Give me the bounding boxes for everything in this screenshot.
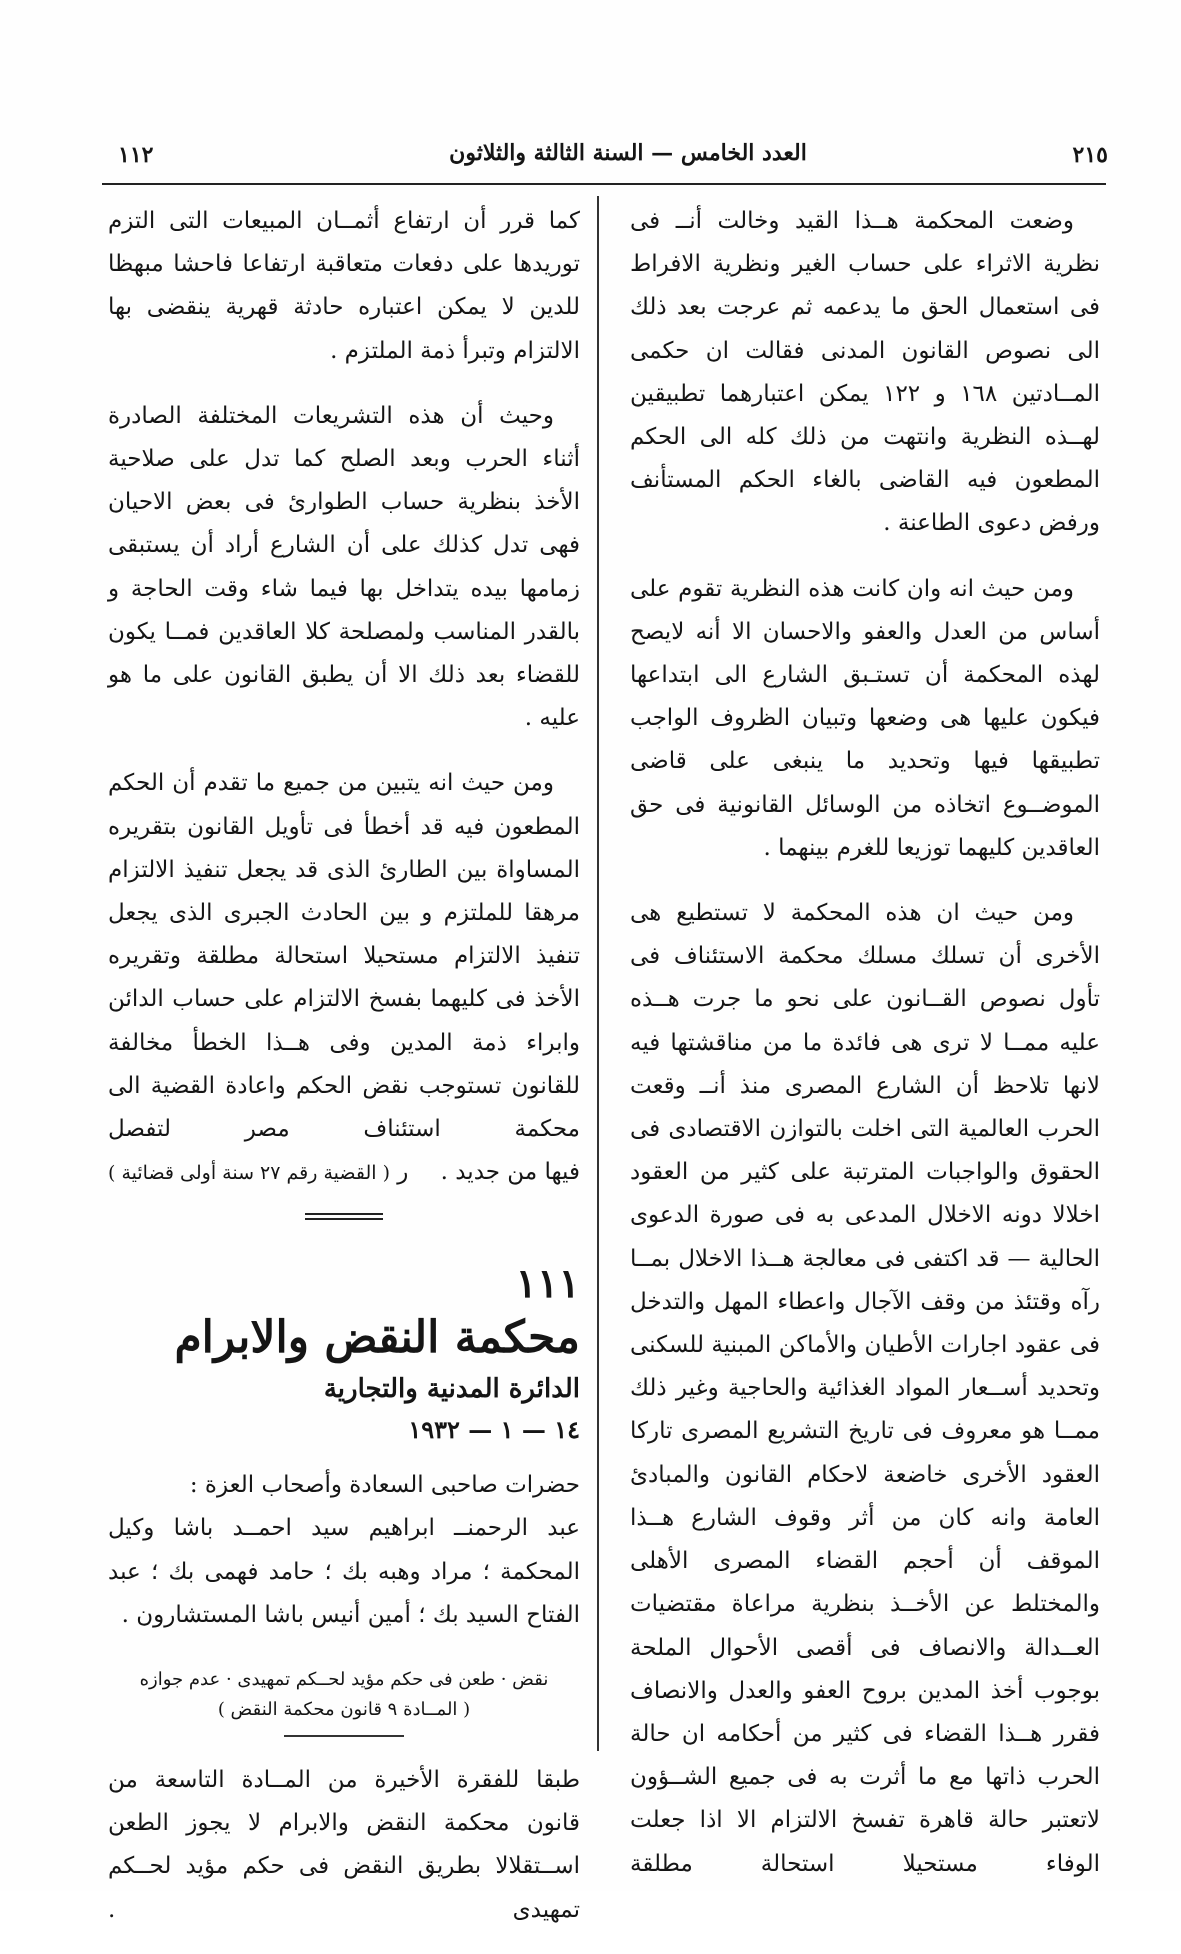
case-number: ١١١ (515, 1260, 580, 1308)
ruling (108, 1759, 580, 1932)
bench-members: عبد الرحمنــ ابراهيم سيد احمــد باشا وكيل المحكمة ؛ مراد وهبه بك ؛ حامد فهمى بك ؛ عبد الفتاح السيد بك ؛ أمين أنيس باشا المستشارون . (108, 1515, 580, 1628)
signature-mark: ر (397, 1159, 409, 1186)
closing-text: فيها من جديد . (440, 1159, 580, 1186)
court-name: محكمة النقض والابرام (174, 1312, 580, 1364)
bench-composition (108, 1464, 580, 1637)
paragraph: كما قرر أن ارتفاع أثمــان المبيعات التى التزم توريدها على دفعات متعاقبة ارتفاعا فاحشا مبهظا للدين لا يمكن اعتباره حادثة قهرية ينقضى بها الالتزام وتبرأ ذمة الملتزم . (108, 208, 580, 364)
legal-summary: نقض · طعن فى حكم مؤيد لحــكم تمهيدى · عدم جوازه ( المــادة ٩ قانون محكمة النقض ) (139, 1669, 549, 1721)
page-number-right: ٢١٥ (1072, 142, 1108, 168)
paragraph: ومن حيث ان هذه المحكمة لا تستطيع هى الأخرى أن تسلك مسلك محكمة الاستئناف فى تأول نصوص القــانون على نحو ما جرت هــذه عليه ممــا لا ترى هى فائدة ما من مناقشتها فيه لانها تلاحظ أن الشارع المصرى منذ أنــ وقعت الحرب العالمية التى اخلت بالتوازن الاقتصادى فى الحقوق والواجبات المترتبة على كثير من العقود اخلالا دونه الاخلال المدعى به فى صورة الدعوى الحالية — قد اكتفى فى معالجة هــذا الاخلال بمــا رآه وقتئذ من وقف الآجال واعطاء المهل والتدخل فى عقود اجارات الأطيان والأماكن المبنية للسكنى وتحديد أســعار المواد الغذائية والحاجية وغير ذلك ممــا هو معروف فى تاريخ التشريع المصرى تاركا العقود الأخرى خاضعة لاحكام القانون والمبادئ العامة وانه كان من أثر وقوف الشارع هــذا الموقف أن أحجم القضاء المصرى الأهلى والمختلط عن الأخــذ بنظرية مراعاة مقتضيات العــدالة والانصاف فى أقصى الأحوال الملحة بوجوب أخذ المدين بروح العفو والعدل والانصاف فقرر هــذا القضاء فى كثير من أحكامه ان حالة الحرب ذاتها مع ما أثرت به فى جميع الشــؤون لاتعتبر حالة قاهرة تفسخ الالتزام الا اذا جعلت الوفاء مستحيلا استحالة مطلقة (630, 900, 1100, 1877)
left-column (108, 200, 580, 1954)
judgment-date: ١٤ — ١ — ١٩٣٢ (408, 1415, 580, 1445)
column-divider (597, 196, 599, 1751)
paragraph: وحيث أن هذه التشريعات المختلفة الصادرة أثناء الحرب وبعد الصلح كما تدل على صلاحية الأخذ بنظرية حساب الطوارئ فى بعض الاحيان فهى تدل كذلك على أن الشارع أراد أن يستبقى زمامها بيده يتداخل بها فيما شاء وقت الحاجة و بالقدر المناسب ولمصلحة كلا العاقدين فمــا يكون للقضاء بعد ذلك الا أن يطبق القانون على ما هو عليه . (108, 402, 580, 732)
judgment-closing-line (108, 1151, 580, 1195)
paragraph: ومن حيث انه يتبين من جميع ما تقدم أن الحكم المطعون فيه قد أخطأ فى تأويل القانون بتقريره المساواة بين الطارئ الذى قد يجعل تنفيذ الالتزام مرهقا للملتزم و بين الحادث الجبرى الذى يجعل تنفيذ الالتزام مستحيلا استحالة مطلقة وتقريره الأخذ فى كليهما بفسخ الالتزام على حساب الدائن وابراء ذمة المدين وفى هــذا الخطأ مخالفة للقانون تستوجب نقض الحكم واعادة القضية الى محكمة استئناف مصر لتفصل (108, 770, 580, 1143)
section-separator (305, 1213, 383, 1220)
running-title: العدد الخامس — السنة الثالثة والثلاثون (449, 140, 807, 166)
summary-separator (284, 1735, 404, 1737)
header-rule (102, 183, 1106, 185)
right-column (630, 200, 1100, 1908)
ruling-text: طبقا للفقرة الأخيرة من المــادة التاسعة من قانون محكمة النقض والابرام لا يجوز الطعن اســتقلالا بطريق النقض فى حكم مؤيد لحــكم تمهيدى . (108, 1767, 580, 1923)
paragraph: وضعت المحكمة هــذا القيد وخالت أنــ فى نظرية الاثراء على حساب الغير ونظرية الافراط فى استعمال الحق ما يدعمه ثم عرجت بعد ذلك الى نصوص القانون المدنى فقالت ان حكمى المــادتين ١٦٨ و ١٢٢ يمكن اعتبارهما تطبيقين لهــذه النظرية وانتهت من ذلك كله الى الحكم المطعون فيه القاضى بالغاء الحكم المستأنف ورفض دعوى الطاعنة . (630, 208, 1101, 537)
page-header (118, 138, 1108, 178)
page-number-left: ١١٢ (118, 142, 154, 168)
chamber-name: الدائرة المدنية والتجارية (323, 1374, 580, 1405)
paragraph: ومن حيث انه وان كانت هذه النظرية تقوم على أساس من العدل والعفو والاحسان الا أنه لايصح لهذه المحكمة أن تستـبق الشارع الى ابتداعها فيكون عليها هى وضعها وتبيان الظروف الواجب تطبيقها فيها وتحديد ما ينبغى على قاضى الموضــوع اتخاذه من الوسائل القانونية فى حق العاقدين كليهما توزيعا للغرم بينهما . (630, 575, 1100, 861)
bench-intro: حضرات صاحبى السعادة وأصحاب العزة : (189, 1472, 580, 1499)
case-reference: ( القضية رقم ٢٧ سنة أولى قضائية ) (108, 1162, 390, 1185)
